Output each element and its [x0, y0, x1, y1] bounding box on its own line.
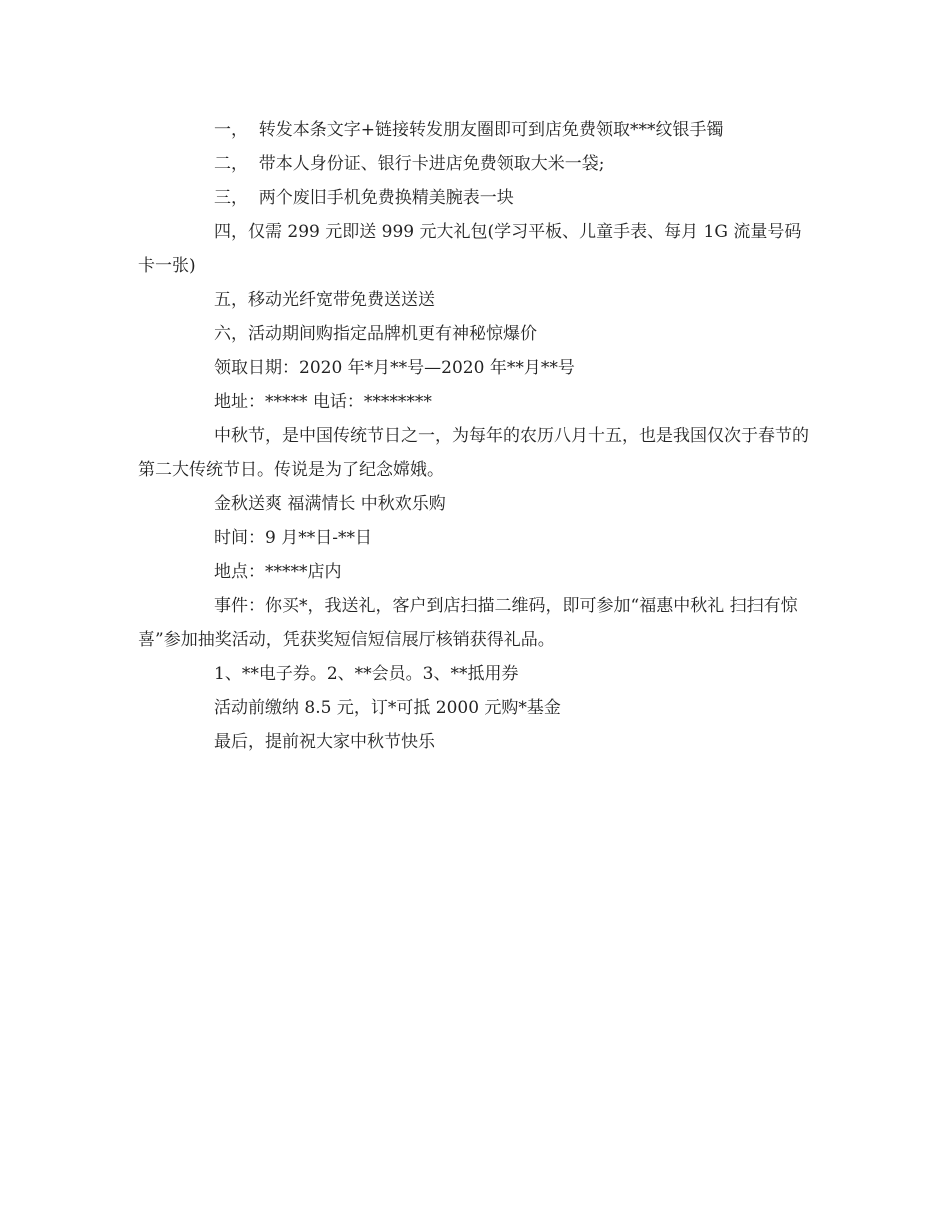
paragraph-prizes: 1、**电子券。2、**会员。3、**抵用券	[214, 664, 519, 684]
paragraph-address-phone: 地址：***** 电话：********	[214, 392, 432, 412]
paragraph-event: 事件：你买*，我送礼，客户到店扫描二维码，即可参加“福惠中秋礼 扫扫有惊喜”参加抽奖活动，凭获奖短信短信展厅核销获得礼品。	[138, 596, 798, 650]
paragraph-location: 地点：*****店内	[214, 562, 342, 582]
paragraph-offer-3: 三， 两个废旧手机免费换精美腕表一块	[214, 188, 514, 208]
paragraph-closing: 最后，提前祝大家中秋节快乐	[214, 732, 435, 752]
paragraph-time: 时间：9 月**日-**日	[214, 528, 372, 548]
paragraph-slogan: 金秋送爽 福满情长 中秋欢乐购	[214, 494, 446, 514]
paragraph-offer-4: 四，仅需 299 元即送 999 元大礼包(学习平板、儿童手表、每月 1G 流量号码卡一张)	[138, 222, 802, 276]
paragraph-offer-2: 二， 带本人身份证、银行卡进店免费领取大米一袋;	[214, 154, 605, 174]
paragraph-claim-date: 领取日期：2020 年*月**号—2020 年**月**号	[214, 358, 575, 378]
paragraph-deposit: 活动前缴纳 8.5 元，订*可抵 2000 元购*基金	[214, 698, 561, 718]
paragraph-offer-1: 一， 转发本条文字+链接转发朋友圈即可到店免费领取***纹银手镯	[214, 120, 724, 140]
paragraph-offer-6: 六，活动期间购指定品牌机更有神秘惊爆价	[214, 324, 537, 344]
paragraph-mid-autumn-intro: 中秋节，是中国传统节日之一，为每年的农历八月十五，也是我国仅次于春节的第二大传统节日。传说是为了纪念嫦娥。	[138, 426, 809, 480]
document-body	[138, 113, 814, 759]
paragraph-offer-5: 五，移动光纤宽带免费送送送	[214, 290, 435, 310]
